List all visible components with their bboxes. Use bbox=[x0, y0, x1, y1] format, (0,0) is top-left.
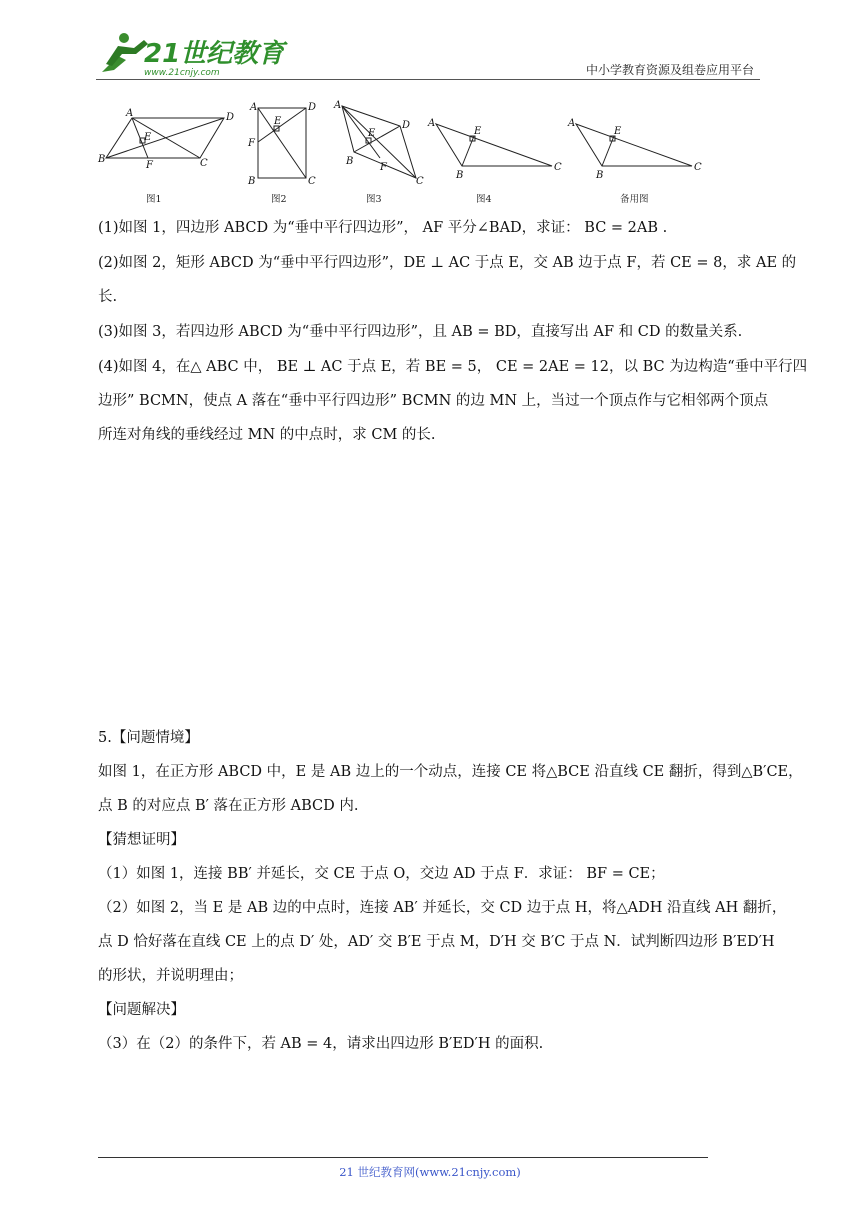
geometry-figures bbox=[96, 96, 716, 208]
q4-part2: (2)如图 2，矩形 ABCD 为“垂中平行四边形”，DE ⊥ AC 于点 E，交 AB 边于点 F，若 CE = 8，求 AE 的 bbox=[98, 255, 797, 271]
svg-text:C: C bbox=[694, 162, 702, 173]
caption-fig1: 图1 bbox=[146, 194, 162, 205]
svg-text:D: D bbox=[402, 120, 411, 131]
figure-backup bbox=[576, 124, 692, 166]
footer-source: 21 世纪教育网(www.21cnjy.com) bbox=[339, 1165, 521, 1179]
q5-part2-line2: 点 D 恰好落在直线 CE 上的点 D′ 处，AD′ 交 B′E 于点 M，D′H 交 B′C 于点 N．试判断四边形 B′ED′H bbox=[98, 934, 775, 950]
figure-2 bbox=[258, 108, 306, 178]
site-logo bbox=[96, 30, 285, 78]
figure-4 bbox=[436, 124, 552, 166]
svg-text:F: F bbox=[380, 162, 387, 173]
svg-text:C: C bbox=[200, 158, 208, 169]
q5-section-solve: 【问题解决】 bbox=[98, 1002, 185, 1018]
svg-text:E: E bbox=[614, 126, 622, 137]
header-divider bbox=[96, 79, 760, 80]
svg-text:www.21cnjy.com: www.21cnjy.com bbox=[144, 68, 220, 78]
svg-text:C: C bbox=[554, 162, 562, 173]
svg-text:A: A bbox=[568, 118, 576, 129]
q5-part2-line3: 的形状，并说明理由； bbox=[98, 968, 243, 984]
q5-part2-line1: （2）如图 2，当 E 是 AB 边的中点时，连接 AB′ 并延长，交 CD 边于点 H，将△ADH 沿直线 AH 翻折， bbox=[98, 900, 787, 916]
svg-text:F: F bbox=[248, 138, 255, 149]
figure-3 bbox=[342, 106, 416, 178]
svg-text:C: C bbox=[308, 176, 316, 187]
caption-backup: 备用图 bbox=[620, 194, 649, 205]
svg-text:D: D bbox=[226, 112, 235, 123]
q4-part4-line2: 边形” BCMN，使点 A 落在“垂中平行四边形” BCMN 的边 MN 上，当过一个顶点作与它相邻两个顶点 bbox=[98, 393, 769, 409]
svg-text:21世纪教育: 21世纪教育 bbox=[144, 39, 285, 69]
footer-divider bbox=[98, 1157, 708, 1158]
q4-part4-line1: (4)如图 4，在△ ABC 中， BE ⊥ AC 于点 E，若 BE = 5， CE = 2AE = 12，以 BC 为边构造“垂中平行四 bbox=[98, 359, 808, 375]
svg-text:F: F bbox=[146, 160, 153, 171]
caption-fig2: 图2 bbox=[271, 194, 287, 205]
q4-part1: (1)如图 1，四边形 ABCD 为“垂中平行四边形”， AF 平分∠BAD，求证： BC = 2AB . bbox=[98, 220, 668, 236]
svg-text:D: D bbox=[308, 102, 317, 113]
platform-name: 中小学教育资源及组卷应用平台 bbox=[585, 63, 754, 77]
svg-text:B: B bbox=[346, 156, 354, 167]
q5-part1: （1）如图 1，连接 BB′ 并延长，交 CE 于点 O，交边 AD 于点 F．求证： BF = CE； bbox=[98, 866, 665, 882]
q5-line2: 点 B 的对应点 B′ 落在正方形 ABCD 内. bbox=[98, 798, 359, 814]
q4-part3: (3)如图 3，若四边形 ABCD 为“垂中平行四边形”，且 AB = BD，直接写出 AF 和 CD 的数量关系. bbox=[98, 324, 743, 340]
page-header bbox=[96, 30, 760, 80]
svg-text:E: E bbox=[144, 132, 152, 143]
svg-text:B: B bbox=[98, 154, 106, 165]
svg-text:A: A bbox=[250, 102, 258, 113]
svg-text:E: E bbox=[368, 128, 376, 139]
svg-text:E: E bbox=[274, 116, 282, 127]
figure-1 bbox=[106, 118, 224, 158]
q5-part3: （3）在（2）的条件下，若 AB = 4，请求出四边形 B′ED′H 的面积. bbox=[98, 1036, 544, 1052]
q5-title: 5.【问题情境】 bbox=[98, 730, 199, 746]
q5-line1: 如图 1，在正方形 ABCD 中，E 是 AB 边上的一个动点，连接 CE 将△BCE 沿直线 CE 翻折，得到△B′CE， bbox=[98, 764, 803, 780]
svg-text:E: E bbox=[474, 126, 482, 137]
caption-fig3: 图3 bbox=[366, 194, 382, 205]
svg-text:C: C bbox=[416, 176, 424, 187]
q4-part4-line3: 所连对角线的垂线经过 MN 的中点时，求 CM 的长. bbox=[98, 427, 436, 443]
svg-text:B: B bbox=[596, 170, 604, 181]
svg-text:A: A bbox=[428, 118, 436, 129]
svg-text:A: A bbox=[126, 108, 134, 119]
q5-section-conjecture: 【猜想证明】 bbox=[98, 832, 185, 848]
q4-part2-cont: 长. bbox=[98, 289, 118, 305]
svg-text:B: B bbox=[456, 170, 464, 181]
caption-fig4: 图4 bbox=[476, 194, 492, 205]
svg-text:B: B bbox=[248, 176, 256, 187]
svg-text:A: A bbox=[334, 100, 342, 111]
